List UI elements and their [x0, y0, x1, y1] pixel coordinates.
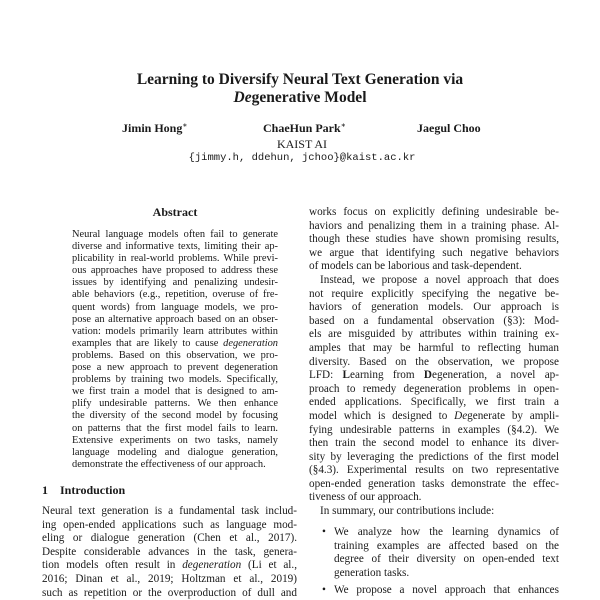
text-line: demonstrate the effectiveness of our approach. — [72, 458, 266, 470]
text-run: De — [454, 409, 468, 422]
text-run: degeneration — [182, 559, 242, 572]
paragraph — [309, 505, 559, 519]
text-line: 2016; Dinan et al., 2019; Holtzman et al., 2019) — [42, 572, 297, 585]
text-run: degeneration — [223, 337, 278, 349]
text-line: of models can be laborious and task-dependent. — [309, 260, 522, 273]
text-line: able behaviors (e.g., repetition, overuse of fre- — [72, 289, 278, 301]
text-line: We propose a novel approach that enhances — [334, 584, 559, 597]
text-line: generation tasks. — [334, 566, 410, 579]
author-3 — [417, 121, 481, 136]
text-line: quent words) from language models, we pro- — [72, 301, 278, 313]
text-line: sity by leveraging the predictions of the first model — [309, 450, 559, 463]
text-line: training examples are affected based on the — [334, 539, 559, 552]
text-line: eling or dialogue generation (Chen et al., 2017). — [42, 532, 297, 545]
author-1 — [122, 121, 187, 136]
paragraph — [309, 274, 559, 505]
text-line: on patterns that the first model fails to learn. — [72, 422, 278, 434]
author-name: Jaegul Choo — [417, 121, 481, 135]
text-line: pose an alternative approach based on an obser- — [72, 313, 278, 325]
section-heading-introduction — [42, 483, 125, 498]
affiliation: KAIST AI — [276, 137, 328, 151]
text-line: diversity. Based on the observation, we propose — [309, 355, 559, 368]
title-line-1: Learning to Diversify Neural Text Generation via — [136, 71, 464, 88]
text-line: (§4.3). Experimental results on two representative — [309, 464, 559, 477]
list-item — [322, 526, 559, 580]
text-line: Neural language models often fail to generate — [72, 229, 278, 240]
list-item-text — [334, 526, 559, 580]
text-run: L — [342, 369, 351, 382]
text-line: issues by identifying and penalizing undesir- — [72, 277, 278, 289]
text-line: not require explicitly specifying the negative be- — [309, 287, 559, 300]
text-line — [309, 410, 559, 424]
paper-title — [0, 71, 600, 107]
section-number: 1 — [42, 483, 48, 497]
text-line: ing open-ended applications such as language mod- — [42, 518, 297, 531]
text-line: Despite considerable advances in the task, genera- — [42, 545, 297, 558]
text-line: haviors of generation models. Our approach is — [309, 301, 559, 314]
list-item-text — [334, 584, 559, 598]
text-line: In summary, our contributions include: — [320, 505, 495, 518]
text-line: language modeling and dialogue generation, — [72, 446, 278, 458]
text-run: model which is designed to — [309, 409, 455, 422]
text-line — [72, 338, 278, 350]
text-line: Neural text generation is a fundamental task includ- — [42, 505, 297, 517]
text-line: haviors and penalizing them in a training phase. Al- — [309, 219, 559, 232]
text-line: plify undesirable patterns. We then enhance — [72, 398, 278, 410]
text-line: tiveness of our approach. — [309, 491, 422, 504]
author-2 — [263, 121, 346, 136]
author-name: Jimin Hong — [122, 121, 183, 135]
text-line: amples that may be harmful to reflecting human — [309, 341, 559, 354]
equal-contribution-mark: ∗ — [340, 123, 346, 129]
abstract-body — [72, 229, 278, 471]
text-line: though these studies have shown promising results, — [309, 233, 559, 246]
text-line: we first train a model that is designed to am- — [72, 386, 278, 398]
text-line: degree of their diversity on open-ended text — [334, 553, 559, 566]
list-item — [322, 584, 559, 598]
text-run: De — [233, 89, 252, 106]
text-line: plicability in real-world problems. While previ- — [72, 253, 278, 265]
text-line: Instead, we propose a novel approach that does — [320, 273, 559, 286]
text-line: then train the second model to enhance its diver- — [309, 437, 559, 450]
introduction-body-right — [309, 206, 559, 519]
text-line: vation: models primarily learn attributes within — [72, 325, 278, 337]
text-run: generate by ampli- — [467, 409, 559, 422]
contributions-list — [322, 526, 559, 600]
text-run: LFD: — [309, 369, 343, 382]
text-run: egeneration, a novel ap- — [432, 369, 559, 382]
text-run: D — [423, 369, 433, 382]
bullet-icon: • — [322, 584, 326, 597]
text-line: proach to remedy degeneration problems in open- — [309, 382, 559, 395]
text-line: diverse and informative texts, limiting their ap- — [72, 241, 278, 253]
text-line: the diversity of the second model by focusing — [72, 410, 278, 422]
equal-contribution-mark: ∗ — [182, 123, 188, 129]
author-name: ChaeHun Park — [263, 121, 341, 135]
author-emails: {jimmy.h, ddehun, jchoo}@kaist.ac.kr — [188, 152, 416, 164]
text-line: We analyze how the learning dynamics of — [334, 526, 559, 538]
text-run: earning from — [350, 369, 424, 382]
text-line: Extensive experiments on two tasks, namely — [72, 434, 278, 446]
text-run: examples that are likely to cause — [72, 337, 224, 349]
text-line: open-ended generation tasks demonstrate the effec- — [309, 477, 559, 490]
title-line-2 — [0, 89, 600, 107]
abstract-heading: Abstract — [152, 205, 198, 219]
text-line: such as repetition or the overproduction of dull and — [42, 586, 297, 599]
bullet-icon: • — [322, 526, 326, 538]
introduction-body-left — [42, 505, 297, 600]
text-line — [42, 559, 297, 573]
text-line: we argue that identifying such negative behaviors — [309, 246, 559, 259]
text-line: ended applications. Specifically, we first train a — [309, 396, 559, 409]
text-line: ous approaches have proposed to address these — [72, 265, 278, 277]
text-run: generative Model — [251, 89, 367, 106]
text-run: (Li et al., — [241, 559, 297, 572]
text-line — [309, 369, 559, 383]
text-line: els are misguided by attributes within training ex- — [309, 328, 559, 341]
text-line: problems. Based on this observation, we pro- — [72, 349, 278, 361]
paragraph — [309, 206, 559, 274]
text-line: problems by training two models. Specifically, — [72, 374, 278, 386]
text-line: based on a fundamental observation (§3): Mod- — [309, 314, 559, 327]
text-line: fying undesirable patterns in examples (§4.2). We — [309, 423, 559, 436]
text-line: pose a new approach to prevent degeneration — [72, 362, 278, 374]
text-run: tion models often result in — [42, 559, 183, 572]
text-line: works focus on explicitly defining undesirable be- — [309, 206, 559, 218]
section-title: Introduction — [60, 483, 126, 497]
